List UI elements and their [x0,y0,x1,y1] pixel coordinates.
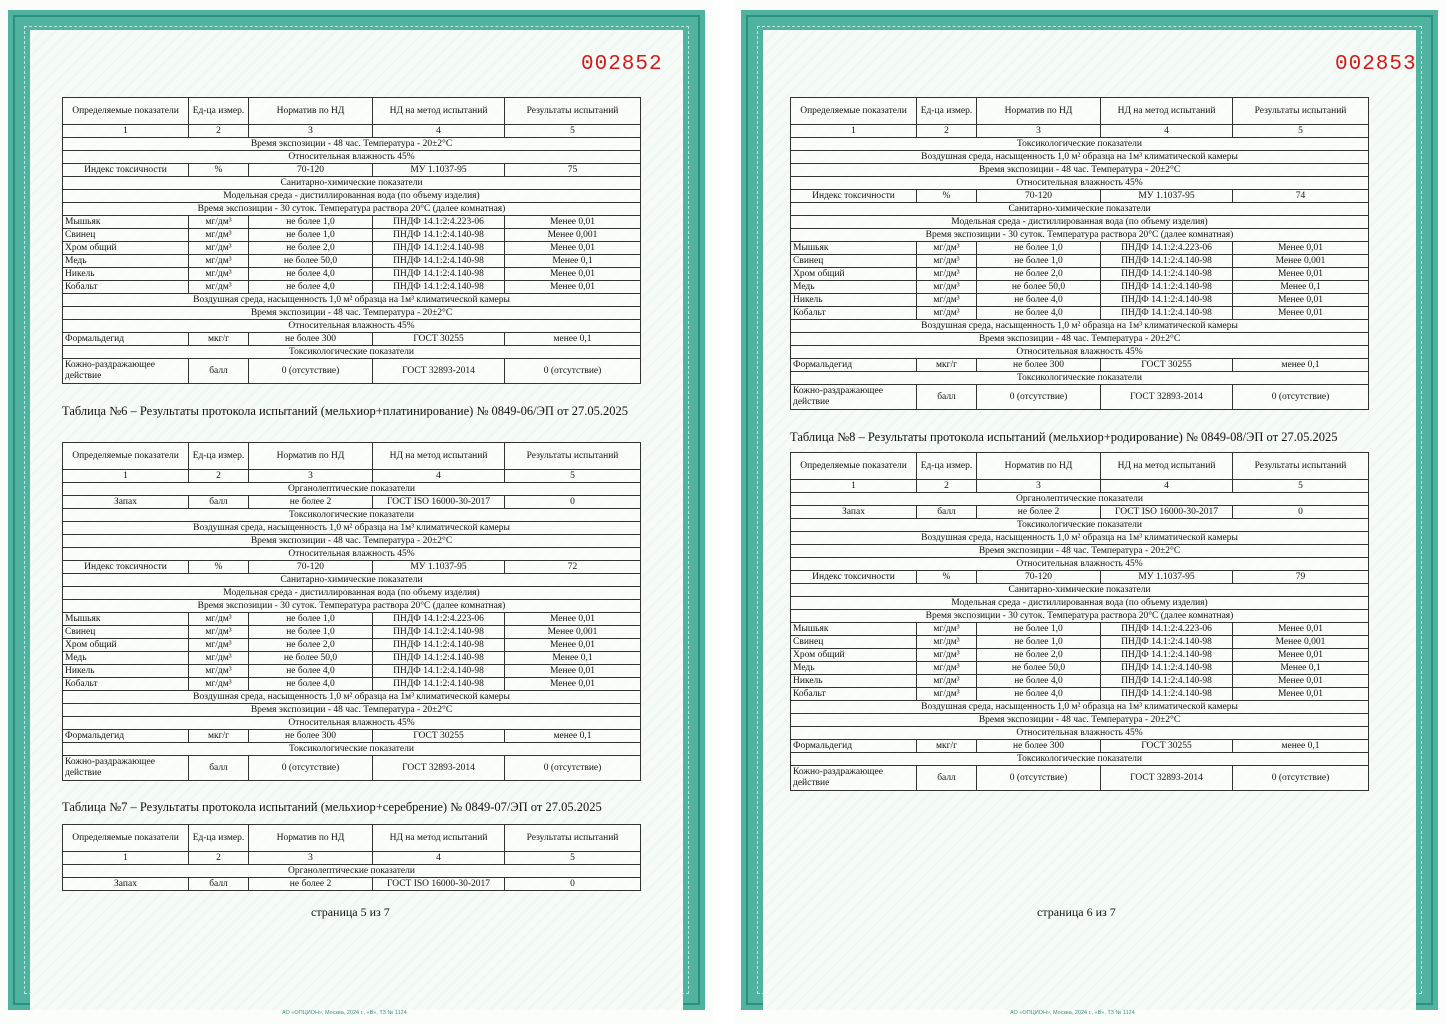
table-row: Свинец мг/дм³ не более 1,0 ПНДФ 14.1:2:4.140-98 Менее 0,001 [791,636,1369,649]
table-row: Кожно-раздражающее действие балл 0 (отсутствие) ГОСТ 32893-2014 0 (отсутствие) [791,385,1369,410]
table-row: Свинец мг/дм³ не более 1,0 ПНДФ 14.1:2:4.140-98 Менее 0,001 [791,255,1369,268]
table-row: Свинец мг/дм³ не более 1,0 ПНДФ 14.1:2:4.140-98 Менее 0,001 [63,626,641,639]
results-table-7 [62,824,641,891]
results-table-8 [790,452,1369,791]
section-heading: Токсикологические показатели [63,509,641,522]
page-number: страница 6 из 7 [1037,905,1116,919]
results-table-7-continued [790,97,1369,410]
document-page-6 [733,0,1446,1024]
section-note: Модельная среда - дистиллированная вода (по объему изделия) [63,190,641,203]
table-row: Медь мг/дм³ не более 50,0 ПНДФ 14.1:2:4.140-98 Менее 0,1 [791,281,1369,294]
table-row: Индекс токсичности % 70-120 МУ 1.1037-95 79 [791,571,1369,584]
table-row: Хром общий мг/дм³ не более 2,0 ПНДФ 14.1:2:4.140-98 Менее 0,01 [63,639,641,652]
section-note: Относительная влажность 45% [63,320,641,333]
section-note: Время экспозиции - 48 час. Температура - 20±2°С [791,545,1369,558]
section-note: Воздушная среда, насыщенность 1,0 м² образца на 1м³ климатической камеры [791,532,1369,545]
section-heading: Токсикологические показатели [63,346,641,359]
table-caption: Таблица №8 – Результаты протокола испытаний (мельхиор+родирование) № 0849-08/ЭП от 27.05.2025 [790,430,1338,444]
section-note: Относительная влажность 45% [791,727,1369,740]
table-column-numbers: 1 2 3 4 5 [63,470,641,483]
section-heading: Органолептические показатели [63,483,641,496]
section-note: Модельная среда - дистиллированная вода (по объему изделия) [791,597,1369,610]
table-row: Индекс токсичности % 70-120 МУ 1.1037-95 72 [63,561,641,574]
table-row: Хром общий мг/дм³ не более 2,0 ПНДФ 14.1:2:4.140-98 Менее 0,01 [791,268,1369,281]
section-note: Время экспозиции - 30 суток. Температура раствора 20°С (далее комнатная) [63,600,641,613]
section-heading: Токсикологические показатели [791,519,1369,532]
results-table-5 [62,97,641,384]
table-row: Мышьяк мг/дм³ не более 1,0 ПНДФ 14.1:2:4.223-06 Менее 0,01 [63,216,641,229]
table-row: Запах балл не более 2 ГОСТ ISO 16000-30-2017 0 [63,496,641,509]
section-note: Время экспозиции - 48 час. Температура - 20±2°С [63,704,641,717]
page-number: страница 5 из 7 [311,905,390,919]
table-column-numbers: 1 2 3 4 5 [791,480,1369,493]
table-row: Запах балл не более 2 ГОСТ ISO 16000-30-2017 0 [63,878,641,891]
table-row: Никель мг/дм³ не более 4,0 ПНДФ 14.1:2:4.140-98 Менее 0,01 [791,294,1369,307]
table-caption: Таблица №6 – Результаты протокола испытаний (мельхиор+платинирование) № 0849-06/ЭП от 27.05.2025 [62,404,628,418]
section-note: Время экспозиции - 48 час. Температура - 20±2°С [791,333,1369,346]
section-note: Время экспозиции - 48 час. Температура - 20±2°С [63,307,641,320]
section-heading: Токсикологические показатели [63,743,641,756]
table-row: Медь мг/дм³ не более 50,0 ПНДФ 14.1:2:4.140-98 Менее 0,1 [63,255,641,268]
section-heading: Токсикологические показатели [791,372,1369,385]
table-row: Кобальт мг/дм³ не более 4,0 ПНДФ 14.1:2:4.140-98 Менее 0,01 [63,281,641,294]
table-header-row: Определяемые показатели Ед-ца измер. Норматив по НД НД на метод испытаний Результаты испытаний [791,98,1369,125]
section-note: Воздушная среда, насыщенность 1,0 м² образца на 1м³ климатической камеры [63,691,641,704]
table-row: Формальдегид мкг/г не более 300 ГОСТ 30255 менее 0,1 [63,730,641,743]
table-row: Мышьяк мг/дм³ не более 1,0 ПНДФ 14.1:2:4.223-06 Менее 0,01 [791,242,1369,255]
table-row: Кобальт мг/дм³ не более 4,0 ПНДФ 14.1:2:4.140-98 Менее 0,01 [791,307,1369,320]
table-row: Мышьяк мг/дм³ не более 1,0 ПНДФ 14.1:2:4.223-06 Менее 0,01 [63,613,641,626]
table-row: Кожно-раздражающее действие балл 0 (отсутствие) ГОСТ 32893-2014 0 (отсутствие) [63,756,641,781]
document-page-5 [0,0,713,1024]
section-note: Модельная среда - дистиллированная вода (по объему изделия) [63,587,641,600]
section-note: Относительная влажность 45% [791,346,1369,359]
table-row: Кобальт мг/дм³ не более 4,0 ПНДФ 14.1:2:4.140-98 Менее 0,01 [63,678,641,691]
table-header-row: Определяемые показатели Ед-ца измер. Норматив по НД НД на метод испытаний Результаты испытаний [63,825,641,852]
table-row: Формальдегид мкг/г не более 300 ГОСТ 30255 менее 0,1 [63,333,641,346]
section-note: Воздушная среда, насыщенность 1,0 м² образца на 1м³ климатической камеры [791,151,1369,164]
section-note: Воздушная среда, насыщенность 1,0 м² образца на 1м³ климатической камеры [63,522,641,535]
table-row: Запах балл не более 2 ГОСТ ISO 16000-30-2017 0 [791,506,1369,519]
table-column-numbers: 1 2 3 4 5 [63,852,641,865]
section-note: Время экспозиции - 30 суток. Температура раствора 20°С (далее комнатная) [791,610,1369,623]
results-table-6 [62,442,641,781]
section-heading: Токсикологические показатели [791,753,1369,766]
table-row: Кобальт мг/дм³ не более 4,0 ПНДФ 14.1:2:4.140-98 Менее 0,01 [791,688,1369,701]
table-row: Кожно-раздражающее действие балл 0 (отсутствие) ГОСТ 32893-2014 0 (отсутствие) [791,766,1369,791]
table-row: Хром общий мг/дм³ не более 2,0 ПНДФ 14.1:2:4.140-98 Менее 0,01 [63,242,641,255]
section-note: Относительная влажность 45% [791,558,1369,571]
section-note: Воздушная среда, насыщенность 1,0 м² образца на 1м³ климатической камеры [63,294,641,307]
section-heading: Токсикологические показатели [791,138,1369,151]
section-note: Воздушная среда, насыщенность 1,0 м² образца на 1м³ климатической камеры [791,320,1369,333]
table-row: Мышьяк мг/дм³ не более 1,0 ПНДФ 14.1:2:4.223-06 Менее 0,01 [791,623,1369,636]
table-row: Никель мг/дм³ не более 4,0 ПНДФ 14.1:2:4.140-98 Менее 0,01 [63,268,641,281]
section-note: Относительная влажность 45% [63,548,641,561]
section-note: Относительная влажность 45% [63,717,641,730]
section-note: Относительная влажность 45% [791,177,1369,190]
section-note: Время экспозиции - 30 суток. Температура раствора 20°С (далее комнатная) [791,229,1369,242]
table-row: Хром общий мг/дм³ не более 2,0 ПНДФ 14.1:2:4.140-98 Менее 0,01 [791,649,1369,662]
section-note: Время экспозиции - 48 час. Температура - 20±2°С [791,164,1369,177]
table-column-numbers: 1 2 3 4 5 [63,125,641,138]
section-note: Время экспозиции - 30 суток. Температура раствора 20°С (далее комнатная) [63,203,641,216]
table-row: Кожно-раздражающее действие балл 0 (отсутствие) ГОСТ 32893-2014 0 (отсутствие) [63,359,641,384]
table-column-numbers: 1 2 3 4 5 [791,125,1369,138]
table-header-row: Определяемые показатели Ед-ца измер. Норматив по НД НД на метод испытаний Результаты испытаний [63,98,641,125]
section-note: Время экспозиции - 48 час. Температура - 20±2°С [791,714,1369,727]
table-header-row: Определяемые показатели Ед-ца измер. Норматив по НД НД на метод испытаний Результаты испытаний [791,453,1369,480]
print-footer: АО «ОПЦИОН», Москва, 2024 г., «В», ТЗ № 1124 [1010,1010,1135,1016]
table-row: Медь мг/дм³ не более 50,0 ПНДФ 14.1:2:4.140-98 Менее 0,1 [791,662,1369,675]
print-footer: АО «ОПЦИОН», Москва, 2024 г., «В», ТЗ № 1124 [282,1010,407,1016]
table-row: Индекс токсичности % 70-120 МУ 1.1037-95 75 [63,164,641,177]
table-row: Индекс токсичности % 70-120 МУ 1.1037-95 74 [791,190,1369,203]
table-row: Свинец мг/дм³ не более 1,0 ПНДФ 14.1:2:4.140-98 Менее 0,001 [63,229,641,242]
section-heading: Органолептические показатели [791,493,1369,506]
table-row: Никель мг/дм³ не более 4,0 ПНДФ 14.1:2:4.140-98 Менее 0,01 [791,675,1369,688]
section-note: Время экспозиции - 48 час. Температура - 20±2°С [63,138,641,151]
table-header-row: Определяемые показатели Ед-ца измер. Норматив по НД НД на метод испытаний Результаты испытаний [63,443,641,470]
serial-number: 002852 [581,53,663,76]
section-heading: Санитарно-химические показатели [791,584,1369,597]
section-note: Относительная влажность 45% [63,151,641,164]
section-heading: Санитарно-химические показатели [63,177,641,190]
serial-number: 002853 [1335,53,1417,76]
section-heading: Санитарно-химические показатели [63,574,641,587]
table-row: Никель мг/дм³ не более 4,0 ПНДФ 14.1:2:4.140-98 Менее 0,01 [63,665,641,678]
section-note: Время экспозиции - 48 час. Температура - 20±2°С [63,535,641,548]
section-note: Воздушная среда, насыщенность 1,0 м² образца на 1м³ климатической камеры [791,701,1369,714]
section-heading: Санитарно-химические показатели [791,203,1369,216]
section-heading: Органолептические показатели [63,865,641,878]
table-caption: Таблица №7 – Результаты протокола испытаний (мельхиор+серебрение) № 0849-07/ЭП от 27.05.2025 [62,800,602,814]
section-note: Модельная среда - дистиллированная вода (по объему изделия) [791,216,1369,229]
table-row: Медь мг/дм³ не более 50,0 ПНДФ 14.1:2:4.140-98 Менее 0,1 [63,652,641,665]
table-row: Формальдегид мкг/г не более 300 ГОСТ 30255 менее 0,1 [791,359,1369,372]
table-row: Формальдегид мкг/г не более 300 ГОСТ 30255 менее 0,1 [791,740,1369,753]
